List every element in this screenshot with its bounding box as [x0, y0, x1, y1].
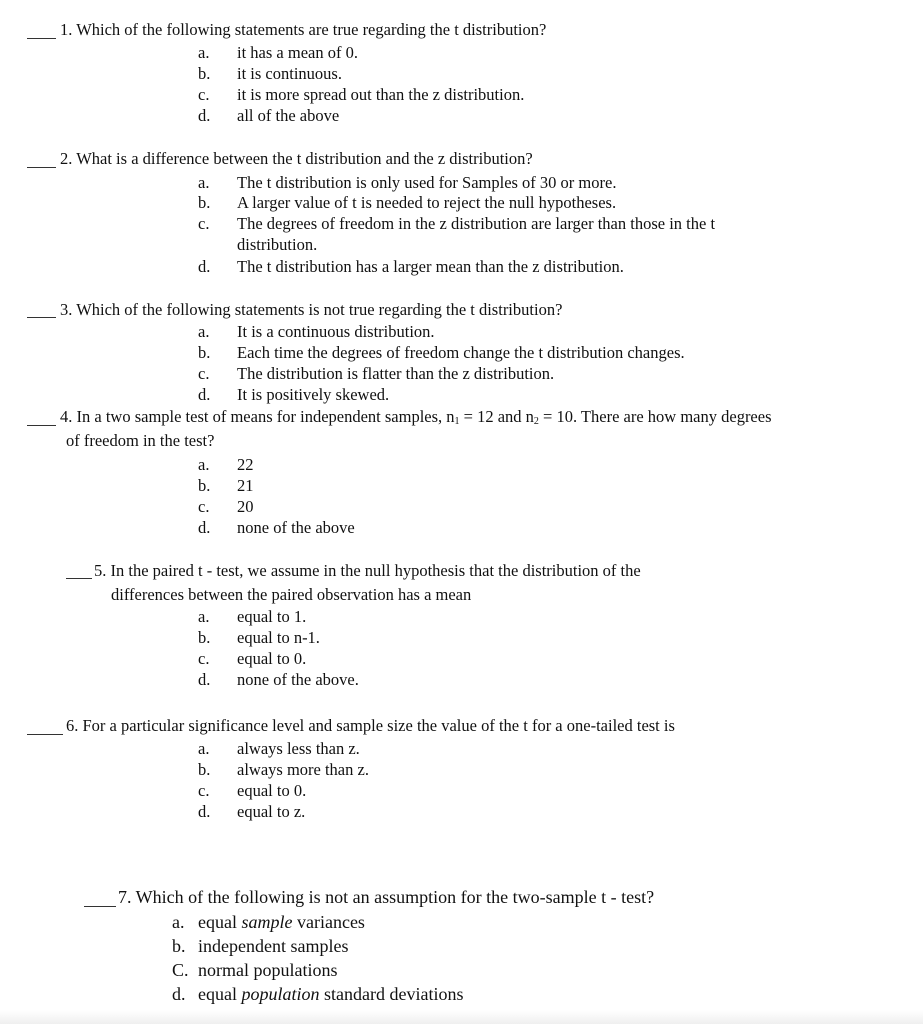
option-letter: a. [198, 607, 210, 626]
option-text-emphasis: population [241, 984, 320, 1004]
answer-blank[interactable] [66, 578, 92, 579]
option-text: The t distribution has a larger mean than the z distribution. [237, 257, 624, 276]
option-text: It is a continuous distribution. [237, 322, 435, 341]
question-stem: 2. What is a difference between the t distribution and the z distribution? [60, 149, 533, 168]
option-letter: b. [198, 628, 211, 647]
option-letter: b. [198, 476, 211, 495]
question-stem: 7. Which of the following is not an assumption for the two-sample t - test? [118, 887, 655, 907]
option-text: it has a mean of 0. [237, 43, 358, 62]
question-stem-line-2: of freedom in the test? [66, 431, 215, 450]
option-text: all of the above [237, 106, 340, 125]
option-letter: c. [198, 364, 210, 383]
option-letter: c. [198, 85, 210, 104]
option-text: The t distribution is only used for Samples of 30 or more. [237, 173, 617, 192]
option-text: It is positively skewed. [237, 385, 390, 404]
option-letter: c. [198, 214, 210, 233]
option-text: none of the above [237, 518, 355, 537]
question-stem: 3. Which of the following statements is not true regarding the t distribution? [60, 300, 563, 319]
option-text: normal populations [198, 960, 338, 980]
question-stem: 6. For a particular significance level and sample size the value of the t for a one-tailed test is [66, 716, 675, 735]
option-text-part: standard deviations [319, 984, 464, 1004]
option-text: A larger value of t is needed to reject the null hypotheses. [237, 193, 617, 212]
option-letter: C. [172, 960, 189, 980]
option-letter: d. [198, 257, 211, 276]
option-letter: d. [198, 385, 211, 404]
answer-blank[interactable] [27, 734, 63, 735]
option-letter: b. [198, 760, 211, 779]
subscript: 1 [454, 416, 460, 427]
option-text: it is continuous. [237, 64, 342, 83]
answer-blank[interactable] [27, 38, 56, 39]
option-text: always more than z. [237, 760, 369, 779]
option-text: independent samples [198, 936, 349, 956]
question-stem: 5. In the paired t - test, we assume in the null hypothesis that the distribution of the [94, 561, 641, 580]
option-letter: a. [198, 43, 210, 62]
option-text: The degrees of freedom in the z distribution are larger than those in the t distribution. [237, 214, 716, 254]
answer-blank[interactable] [27, 425, 56, 426]
option-text: it is more spread out than the z distribution. [237, 85, 525, 104]
option-text: equal to n-1. [237, 628, 320, 647]
option-text: equal to z. [237, 802, 306, 821]
question-stem: 1. Which of the following statements are true regarding the t distribution? [60, 20, 547, 39]
option-letter: a. [172, 912, 185, 932]
answer-blank[interactable] [84, 906, 116, 907]
option-text: 20 [237, 497, 254, 516]
option-letter: a. [198, 173, 210, 192]
option-text-emphasis: sample [241, 912, 293, 932]
stem-text: = 10. There are how many degrees [538, 407, 772, 426]
stem-text: = 12 and n [459, 407, 534, 426]
option-letter: b. [172, 936, 186, 956]
stem-text: 4. In a two sample test of means for independent samples, n [60, 407, 455, 426]
option-text-part: variances [292, 912, 365, 932]
option-text [198, 910, 365, 934]
option-text: The distribution is flatter than the z distribution. [237, 364, 555, 383]
answer-blank[interactable] [27, 167, 56, 168]
option-letter: d. [198, 106, 211, 125]
option-text: always less than z. [237, 739, 360, 758]
option-text: none of the above. [237, 670, 359, 689]
option-letter: c. [198, 781, 210, 800]
option-text: equal to 0. [237, 649, 307, 668]
page-bottom-edge [0, 1010, 923, 1024]
option-letter: b. [198, 343, 211, 362]
option-text [198, 982, 463, 1006]
option-letter: d. [172, 984, 186, 1004]
option-letter: d. [198, 670, 211, 689]
option-letter: c. [198, 497, 210, 516]
question-stem-line-2: differences between the paired observation has a mean [111, 585, 472, 604]
option-text-part: equal [198, 912, 242, 932]
option-text: 21 [237, 476, 254, 495]
option-letter: b. [198, 193, 211, 212]
option-text: Each time the degrees of freedom change the t distribution changes. [237, 343, 685, 362]
option-text: 22 [237, 455, 254, 474]
question-stem [60, 406, 772, 433]
option-text: equal to 0. [237, 781, 307, 800]
option-letter: a. [198, 739, 210, 758]
option-text-part: equal [198, 984, 242, 1004]
option-letter: d. [198, 518, 211, 537]
option-letter: a. [198, 455, 210, 474]
subscript: 2 [533, 416, 539, 427]
option-letter: d. [198, 802, 211, 821]
answer-blank[interactable] [27, 317, 56, 318]
option-text: equal to 1. [237, 607, 307, 626]
option-letter: c. [198, 649, 210, 668]
option-letter: b. [198, 64, 211, 83]
option-letter: a. [198, 322, 210, 341]
